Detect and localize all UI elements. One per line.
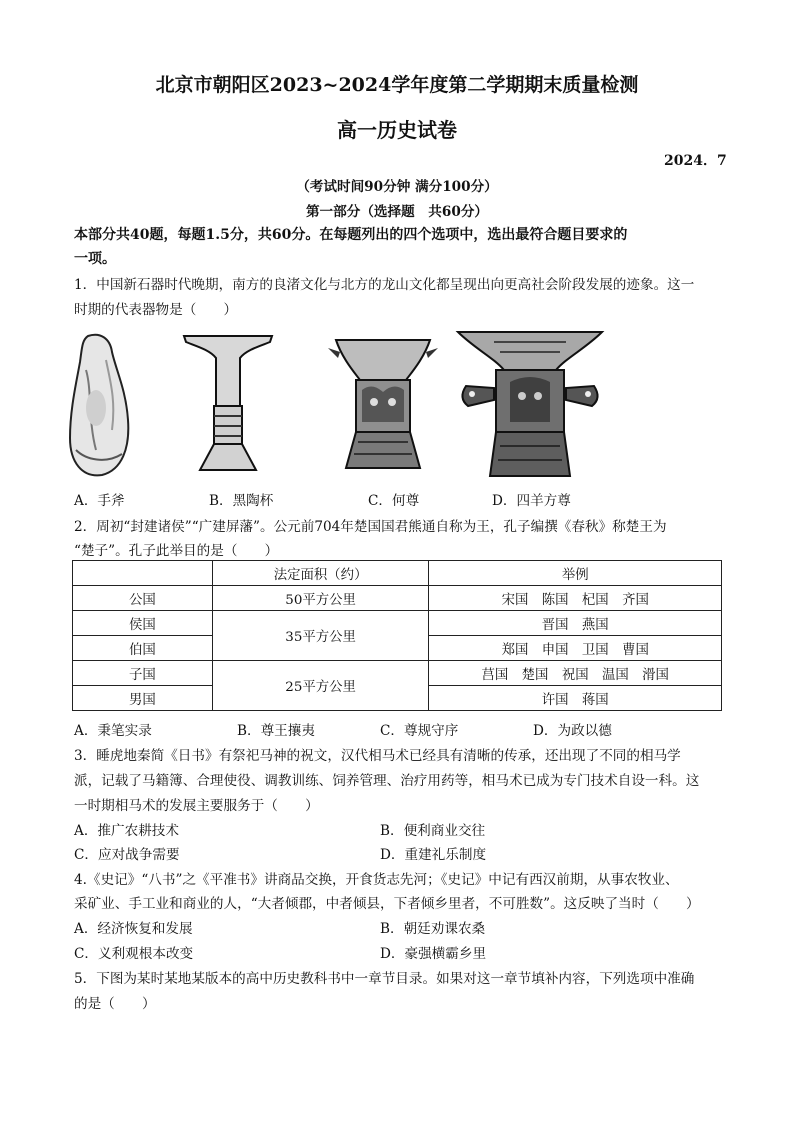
q1-option-d[interactable]: D．四羊方尊	[492, 493, 571, 509]
examples-cell: 宋国 陈国 杞国 齐国	[429, 586, 722, 611]
rank-cell: 男国	[73, 686, 213, 711]
rank-cell: 侯国	[73, 611, 213, 636]
black-pottery-cup-image	[180, 330, 276, 480]
q5-stem-line-1: 5．下图为某时某地某版本的高中历史教科书中一章节目录。如果对这一章节填补内容，下列选项中准确	[74, 971, 695, 987]
area-cell: 25平方公里	[212, 661, 429, 711]
q2-stem-line-2: “楚子”。孔子此举目的是（ ）	[74, 543, 279, 559]
q4-stem-line-2: 采矿业、手工业和商业的人，“大者倾郡，中者倾县，下者倾乡里者，不可胜数”。这反映了当时（ ）	[74, 896, 700, 912]
area-cell: 35平方公里	[212, 611, 429, 661]
table-header-row	[73, 561, 722, 586]
q2-stem-line-1: 2．周初“封建诸侯”“广建屏藩”。公元前704年楚国国君熊通自称为王，孔子编撰《春秋》称楚王为	[74, 519, 667, 535]
q2-option-a[interactable]: A．秉笔实录	[74, 723, 152, 739]
q5-stem-line-2: 的是（ ）	[74, 996, 156, 1012]
q3-option-b[interactable]: B．便利商业交往	[380, 823, 486, 839]
feudal-states-table	[72, 560, 722, 711]
exam-date: 2024．7	[664, 153, 727, 169]
instructions-line-1: 本部分共40题，每题1.5分，共60分。在每题列出的四个选项中，选出最符合题目要求的	[74, 227, 628, 243]
q3-stem-line-1: 3．睡虎地秦简《日书》有祭祀马神的祝文，汉代相马术已经具有清晰的传承，还出现了不同的相马学	[74, 748, 681, 764]
q4-option-c[interactable]: C．义利观根本改变	[74, 946, 194, 962]
q1-option-c[interactable]: C．何尊	[368, 493, 420, 509]
q2-option-d[interactable]: D．为政以德	[533, 723, 612, 739]
four-ram-square-zun-image	[454, 326, 606, 482]
q3-option-c[interactable]: C．应对战争需要	[74, 847, 180, 863]
q3-stem-line-2: 派，记载了马籍簿、合理使役、调教训练、饲养管理、治疗用药等，相马术已成为专门技术自设一科。这	[74, 773, 700, 789]
q1-option-b[interactable]: B．黑陶杯	[209, 493, 274, 509]
q4-option-b[interactable]: B．朝廷劝课农桑	[380, 921, 486, 937]
instructions-line-2: 一项。	[74, 251, 116, 267]
examples-cell: 晋国 燕国	[429, 611, 722, 636]
exam-title: 北京市朝阳区2023~2024学年度第二学期期末质量检测	[155, 74, 639, 96]
q2-option-c[interactable]: C．尊规守序	[380, 723, 459, 739]
table-header-cell: 法定面积（约）	[212, 561, 429, 586]
q3-option-a[interactable]: A．推广农耕技术	[74, 823, 179, 839]
he-zun-image	[328, 330, 438, 480]
rank-cell: 伯国	[73, 636, 213, 661]
hand-axe-image	[66, 330, 132, 480]
exam-info: （考试时间90分钟 满分100分）	[296, 179, 498, 195]
area-cell: 50平方公里	[212, 586, 429, 611]
rank-cell: 子国	[73, 661, 213, 686]
q3-option-d[interactable]: D．重建礼乐制度	[380, 847, 487, 863]
q3-stem-line-3: 一时期相马术的发展主要服务于（ ）	[74, 798, 319, 814]
examples-cell: 莒国 楚国 祝国 温国 滑国	[429, 661, 722, 686]
q4-option-d[interactable]: D．豪强横霸乡里	[380, 946, 487, 962]
table-header-cell	[73, 561, 213, 586]
table-header-cell: 举例	[429, 561, 722, 586]
rank-cell: 公国	[73, 586, 213, 611]
part-title: 第一部分（选择题 共60分）	[305, 204, 489, 220]
q4-option-a[interactable]: A．经济恢复和发展	[74, 921, 193, 937]
q2-option-b[interactable]: B．尊王攘夷	[237, 723, 315, 739]
q1-stem-line-2: 时期的代表器物是（ ）	[74, 302, 238, 318]
examples-cell: 许国 蒋国	[429, 686, 722, 711]
table-row	[73, 586, 722, 611]
examples-cell: 郑国 申国 卫国 曹国	[429, 636, 722, 661]
table-row	[73, 661, 722, 686]
table-row	[73, 611, 722, 636]
q1-option-a[interactable]: A．手斧	[74, 493, 125, 509]
exam-subtitle: 高一历史试卷	[337, 118, 457, 142]
q4-stem-line-1: 4.《史记》“八书”之《平准书》讲商品交换，开食货志先河；《史记》中记有西汉前期，从事农牧业、	[74, 872, 679, 888]
q1-stem-line-1: 1．中国新石器时代晚期，南方的良渚文化与北方的龙山文化都呈现出向更高社会阶段发展的迹象。这一	[74, 277, 695, 293]
